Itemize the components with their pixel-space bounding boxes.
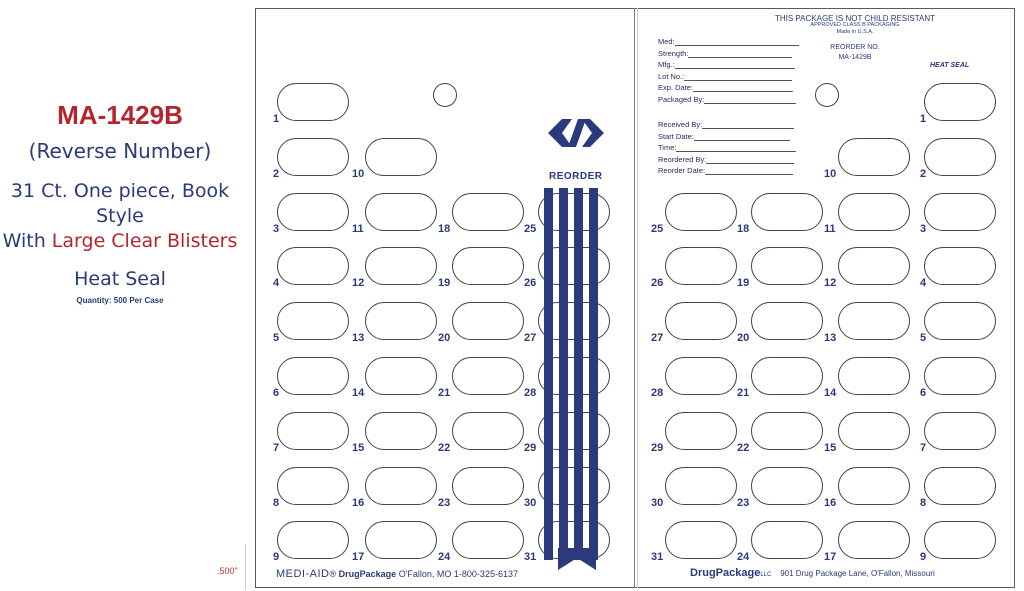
class-b-notice: APPROVED CLASS B PACKAGING <box>810 22 900 28</box>
blister-number: 30 <box>651 496 664 509</box>
blister-number: 25 <box>524 222 537 235</box>
label-field <box>658 37 799 46</box>
field-label: Med: <box>658 37 675 46</box>
blister <box>924 247 996 285</box>
blister <box>665 357 737 395</box>
blister-number: 3 <box>273 222 280 235</box>
footer-right <box>690 567 935 579</box>
blister <box>277 247 349 285</box>
label-field <box>658 72 792 81</box>
field-label: Packaged By: <box>658 94 705 104</box>
blister <box>365 412 437 450</box>
blister-number: 24 <box>737 551 750 564</box>
blister <box>452 193 524 231</box>
blister-number: 20 <box>438 332 451 345</box>
blister-number: 8 <box>920 496 927 509</box>
reorder-stripe <box>589 188 598 560</box>
blister <box>924 302 996 340</box>
hanging-hole <box>433 83 457 107</box>
blister <box>365 467 437 505</box>
blister-number: 7 <box>920 441 927 454</box>
blister <box>365 138 437 176</box>
field-label: Reorder Date: <box>658 166 706 175</box>
blister <box>452 302 524 340</box>
field-line <box>706 162 794 164</box>
company-address: 901 Drug Package Lane, O'Fallon, Missouri <box>780 569 935 578</box>
blister <box>924 521 996 559</box>
blister-type: Large Clear Blisters <box>51 230 238 252</box>
blister <box>365 521 437 559</box>
blister <box>838 412 910 450</box>
blister <box>751 412 823 450</box>
blister-number: 2 <box>273 167 280 180</box>
blister <box>277 138 349 176</box>
blister <box>277 83 349 121</box>
company-name: DrugPackage <box>338 569 397 579</box>
blister-number: 26 <box>524 277 537 290</box>
blister-number: 17 <box>352 551 365 564</box>
blister <box>751 521 823 559</box>
blister-number: 21 <box>438 387 451 399</box>
field-line <box>684 79 792 81</box>
blister-number: 19 <box>438 277 451 290</box>
blister-number: 11 <box>824 222 836 235</box>
field-label: Lot No.: <box>658 71 685 81</box>
blister-number: 28 <box>651 387 664 399</box>
reorder-stripe <box>574 188 583 560</box>
blister-number: 11 <box>352 222 364 235</box>
hanging-hole <box>815 83 839 107</box>
blister <box>751 302 823 340</box>
blister <box>665 193 737 231</box>
blister <box>838 521 910 559</box>
blister <box>924 138 996 176</box>
blister <box>838 138 910 176</box>
heat-seal-logo: HEAT SEAL <box>930 62 970 69</box>
count-line: 31 Ct. One piece, Book Style <box>10 180 230 227</box>
blister-number: 30 <box>524 496 537 509</box>
child-resistant-notice: THIS PACKAGE IS NOT CHILD RESISTANT <box>774 14 936 23</box>
company-address: O'Fallon, MO 1-800-325-6137 <box>398 569 518 579</box>
blister-number: 23 <box>438 496 451 509</box>
label-field <box>658 166 793 175</box>
blister <box>277 412 349 450</box>
seal-type: Heat Seal <box>74 268 166 290</box>
blister-number: 24 <box>438 551 451 564</box>
blister <box>665 302 737 340</box>
blister-number: 22 <box>438 441 451 454</box>
product-info <box>0 100 240 305</box>
made-in-usa: Made in U.S.A. <box>836 29 874 35</box>
field-label: Start Date: <box>658 131 694 141</box>
blister <box>452 521 524 559</box>
blister <box>751 357 823 395</box>
blister-number: 4 <box>273 277 280 290</box>
field-line <box>675 44 799 46</box>
blister-number: 10 <box>824 167 837 180</box>
blister <box>924 467 996 505</box>
blister <box>665 467 737 505</box>
blister <box>452 412 524 450</box>
blister-number: 29 <box>651 441 664 454</box>
blister <box>365 193 437 231</box>
blister-number: 10 <box>352 167 365 180</box>
blister <box>665 521 737 559</box>
blister <box>277 521 349 559</box>
blister-number: 31 <box>651 551 664 564</box>
blister <box>665 412 737 450</box>
reorder-no-value: MA-1429B <box>838 54 872 61</box>
blister-number: 5 <box>920 332 927 345</box>
blister-number: 26 <box>651 277 664 290</box>
blister <box>452 247 524 285</box>
field-line <box>676 150 796 152</box>
quantity: Quantity: 500 Per Case <box>76 296 164 305</box>
label-field <box>658 49 792 58</box>
blister-number: 21 <box>737 387 750 399</box>
blister <box>924 83 996 121</box>
reorder-stripe <box>544 188 553 560</box>
field-line <box>694 139 790 141</box>
dp-logo-icon <box>548 116 604 155</box>
blister-number: 19 <box>737 277 750 290</box>
fold-line <box>634 8 635 588</box>
field-line <box>702 127 794 129</box>
blister <box>838 467 910 505</box>
blister-number: 13 <box>824 332 837 345</box>
blister <box>751 467 823 505</box>
label-field <box>658 155 794 164</box>
field-line <box>688 56 792 58</box>
blister <box>838 193 910 231</box>
blister-number: 15 <box>352 441 365 454</box>
count-description <box>0 179 240 254</box>
field-label: Strength: <box>658 48 689 58</box>
dimension-label: .500" <box>217 566 238 576</box>
blister <box>365 247 437 285</box>
field-line <box>675 67 795 69</box>
label-field <box>658 95 796 104</box>
blister-number: 7 <box>273 441 280 454</box>
footer-left: MEDI-AID® DrugPackage O'Fallon, MO 1-800-325-6137 <box>276 568 518 580</box>
label-field <box>658 60 795 69</box>
blister <box>365 302 437 340</box>
blister-number: 16 <box>824 496 837 509</box>
blister-number: 15 <box>824 441 837 454</box>
blister <box>924 412 996 450</box>
blister <box>751 193 823 231</box>
blister-number: 31 <box>524 551 537 564</box>
blister <box>838 302 910 340</box>
blister-number: 1 <box>273 113 280 125</box>
blister-number: 12 <box>352 277 365 290</box>
blister-line <box>0 229 240 254</box>
label-field <box>658 83 793 92</box>
blister <box>924 357 996 395</box>
blister <box>452 357 524 395</box>
blister-number: 3 <box>920 222 927 235</box>
blister-number: 27 <box>524 332 537 345</box>
field-label: Received By: <box>658 120 703 129</box>
model-number: MA-1429B <box>57 100 183 130</box>
blister-number: 14 <box>824 387 837 399</box>
blister <box>924 193 996 231</box>
blister-number: 12 <box>824 277 837 290</box>
blister-number: 14 <box>352 387 365 399</box>
blister <box>277 467 349 505</box>
blister <box>452 467 524 505</box>
reorder-label: REORDER <box>549 171 603 182</box>
blister <box>277 193 349 231</box>
subtitle: (Reverse Number) <box>28 139 212 163</box>
reorder-strip <box>540 188 606 578</box>
blister-number: 1 <box>920 113 927 125</box>
field-label: Reordered By: <box>658 154 707 164</box>
blister-number: 5 <box>273 332 280 345</box>
blister-number: 9 <box>273 551 280 564</box>
blister-number: 2 <box>920 167 927 180</box>
blister <box>365 357 437 395</box>
field-line <box>705 173 793 175</box>
blister-number: 9 <box>920 551 927 564</box>
brand-logo: MEDI-AID <box>276 568 330 580</box>
blister-number: 13 <box>352 332 365 345</box>
field-label: Exp. Date: <box>658 83 694 92</box>
blister-number: 22 <box>737 441 750 454</box>
blister-number: 6 <box>920 387 927 399</box>
blister-number: 28 <box>524 387 537 399</box>
reorder-no-label: REORDER NO. <box>830 44 880 51</box>
blister-number: 27 <box>651 332 664 345</box>
blister-number: 16 <box>352 496 365 509</box>
blister-number: 25 <box>651 222 664 235</box>
reorder-arrow-icon <box>558 548 596 570</box>
blister-number: 17 <box>824 551 837 564</box>
reorder-stripe <box>559 188 568 560</box>
blister <box>277 302 349 340</box>
blister-number: 8 <box>273 496 280 509</box>
blister-number: 20 <box>737 332 750 345</box>
label-field <box>658 143 796 152</box>
label-field <box>658 132 790 141</box>
company-name: DrugPackage <box>690 567 761 579</box>
blister <box>665 247 737 285</box>
blister <box>277 357 349 395</box>
label-field <box>658 120 794 129</box>
blister-number: 23 <box>737 496 750 509</box>
dimension-line <box>245 544 246 590</box>
field-label: Time: <box>658 143 677 152</box>
field-line <box>704 102 796 104</box>
company-llc: LLC <box>760 572 772 578</box>
field-label: Mfg.: <box>658 60 675 69</box>
field-line <box>693 90 793 92</box>
blister-prefix: With <box>2 230 52 252</box>
blister <box>838 247 910 285</box>
blister <box>838 357 910 395</box>
fold-line-secondary <box>637 8 638 588</box>
blister-number: 6 <box>273 387 280 399</box>
blister-number: 29 <box>524 441 537 454</box>
blister-number: 4 <box>920 277 927 290</box>
blister-number: 18 <box>737 222 750 235</box>
blister <box>751 247 823 285</box>
blister-number: 18 <box>438 222 451 235</box>
